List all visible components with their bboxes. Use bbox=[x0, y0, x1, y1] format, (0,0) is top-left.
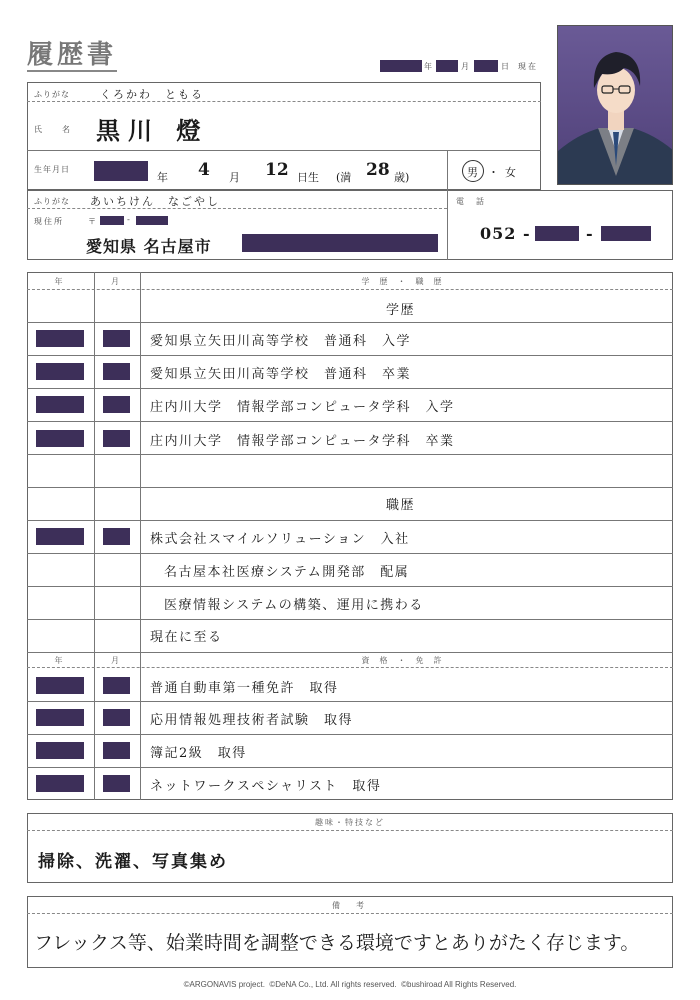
education-row-4: 庄内川大学 情報学部コンピュータ学科 卒業 bbox=[150, 434, 455, 449]
birth-month-suffix: 月 bbox=[229, 171, 240, 184]
person-name: 黒川 燈 bbox=[96, 116, 209, 145]
phone-label: 電 話 bbox=[456, 197, 486, 206]
license-row-4-year-redaction bbox=[36, 775, 84, 792]
date-year-redaction bbox=[380, 60, 422, 72]
postal-mark: 〒 bbox=[88, 217, 98, 226]
birth-label: 生年月日 bbox=[34, 165, 70, 174]
postal-separator: - bbox=[127, 215, 132, 224]
license-row-2: 応用情報処理技術者試験 取得 bbox=[150, 713, 354, 728]
address-label: 現住所 bbox=[34, 217, 64, 226]
education-row-1-month-redaction bbox=[103, 330, 130, 347]
date-month-redaction bbox=[436, 60, 458, 72]
age-prefix: (満 bbox=[336, 171, 352, 184]
licenses-col-year: 年 bbox=[54, 656, 67, 665]
address-detail-redaction bbox=[242, 234, 438, 252]
gender-separator: ・ bbox=[488, 166, 499, 179]
education-row-1-year-redaction bbox=[36, 330, 84, 347]
license-row-2-month-redaction bbox=[103, 709, 130, 726]
education-row-4-month-redaction bbox=[103, 430, 130, 447]
history-col-title: 学歴・職歴 bbox=[361, 277, 452, 286]
postal-code-second-redaction bbox=[136, 216, 168, 225]
remarks-label: 備 考 bbox=[332, 901, 368, 910]
address-furigana-label: ふりがな bbox=[34, 197, 70, 206]
work-row-2: 名古屋本社医療システム開発部 配属 bbox=[164, 565, 410, 580]
history-col-month: 月 bbox=[111, 277, 123, 286]
education-heading: 学歴 bbox=[386, 303, 416, 318]
portrait-illustration bbox=[558, 26, 673, 185]
education-row-2-year-redaction bbox=[36, 363, 84, 380]
work-row-3: 医療情報システムの構築、運用に携わる bbox=[164, 598, 424, 613]
date-month-suffix: 月 bbox=[461, 62, 471, 71]
license-row-1: 普通自動車第一種免許 取得 bbox=[150, 681, 339, 696]
license-row-2-year-redaction bbox=[36, 709, 84, 726]
age-value: 28 bbox=[366, 160, 390, 180]
phone-middle-redaction bbox=[535, 226, 579, 241]
date-day-suffix: 日 bbox=[501, 62, 511, 71]
phone-prefix: 052 - bbox=[480, 224, 531, 243]
work-heading: 職歴 bbox=[386, 498, 416, 513]
page-title: 履歴書 bbox=[27, 40, 118, 70]
license-row-3-year-redaction bbox=[36, 742, 84, 759]
age-suffix: 歳) bbox=[394, 171, 410, 184]
address-text: 愛知県 名古屋市 bbox=[86, 237, 212, 256]
hobbies-label: 趣味・特技など bbox=[315, 818, 385, 827]
work-row-4: 現在に至る bbox=[150, 630, 223, 645]
birth-month: 4 bbox=[198, 160, 210, 180]
license-row-3: 簿記2級 取得 bbox=[150, 746, 247, 761]
license-row-4: ネットワークスペシャリスト 取得 bbox=[150, 779, 382, 794]
date-year-suffix: 年 bbox=[424, 62, 434, 71]
work-row-1: 株式会社スマイルソリューション 入社 bbox=[150, 532, 410, 547]
address-reading: あいちけん なごやし bbox=[90, 195, 220, 208]
licenses-col-title: 資格・免許 bbox=[361, 656, 452, 665]
education-row-2-month-redaction bbox=[103, 363, 130, 380]
history-col-year: 年 bbox=[54, 277, 67, 286]
education-row-3-month-redaction bbox=[103, 396, 130, 413]
profile-photo bbox=[557, 25, 673, 185]
gender-female: 女 bbox=[505, 166, 516, 179]
license-row-1-month-redaction bbox=[103, 677, 130, 694]
birth-day: 12 bbox=[265, 160, 289, 180]
birth-year-redaction bbox=[94, 161, 148, 181]
education-row-3-year-redaction bbox=[36, 396, 84, 413]
birth-day-suffix: 日生 bbox=[297, 171, 319, 184]
work-row-1-month-redaction bbox=[103, 528, 130, 545]
hobbies-text: 掃除、洗濯、写真集め bbox=[38, 852, 228, 872]
work-row-1-year-redaction bbox=[36, 528, 84, 545]
education-row-4-year-redaction bbox=[36, 430, 84, 447]
gender-male: 男 bbox=[467, 166, 478, 179]
date-current: 現在 bbox=[518, 62, 538, 71]
licenses-col-month: 月 bbox=[111, 656, 123, 665]
furigana-label: ふりがな bbox=[34, 90, 70, 99]
remarks-text: フレックス等、始業時間を調整できる環境ですとありがたく存じます。 bbox=[34, 932, 640, 954]
name-label: 氏 名 bbox=[34, 125, 76, 134]
copyright-footer: ©ARGONAVIS project. ©DeNA Co., Ltd. All rights reserved. ©bushiroad All Rights Reserved. bbox=[183, 980, 517, 989]
date-day-redaction bbox=[474, 60, 498, 72]
license-row-4-month-redaction bbox=[103, 775, 130, 792]
license-row-1-year-redaction bbox=[36, 677, 84, 694]
name-reading: くろかわ ともる bbox=[100, 88, 204, 101]
education-row-1: 愛知県立矢田川高等学校 普通科 入学 bbox=[150, 334, 412, 349]
education-row-3: 庄内川大学 情報学部コンピュータ学科 入学 bbox=[150, 400, 455, 415]
birth-year-suffix: 年 bbox=[157, 171, 168, 184]
phone-last-redaction bbox=[601, 226, 651, 241]
phone-separator: - bbox=[586, 224, 593, 243]
education-row-2: 愛知県立矢田川高等学校 普通科 卒業 bbox=[150, 367, 412, 382]
license-row-3-month-redaction bbox=[103, 742, 130, 759]
postal-code-first-redaction bbox=[100, 216, 124, 225]
